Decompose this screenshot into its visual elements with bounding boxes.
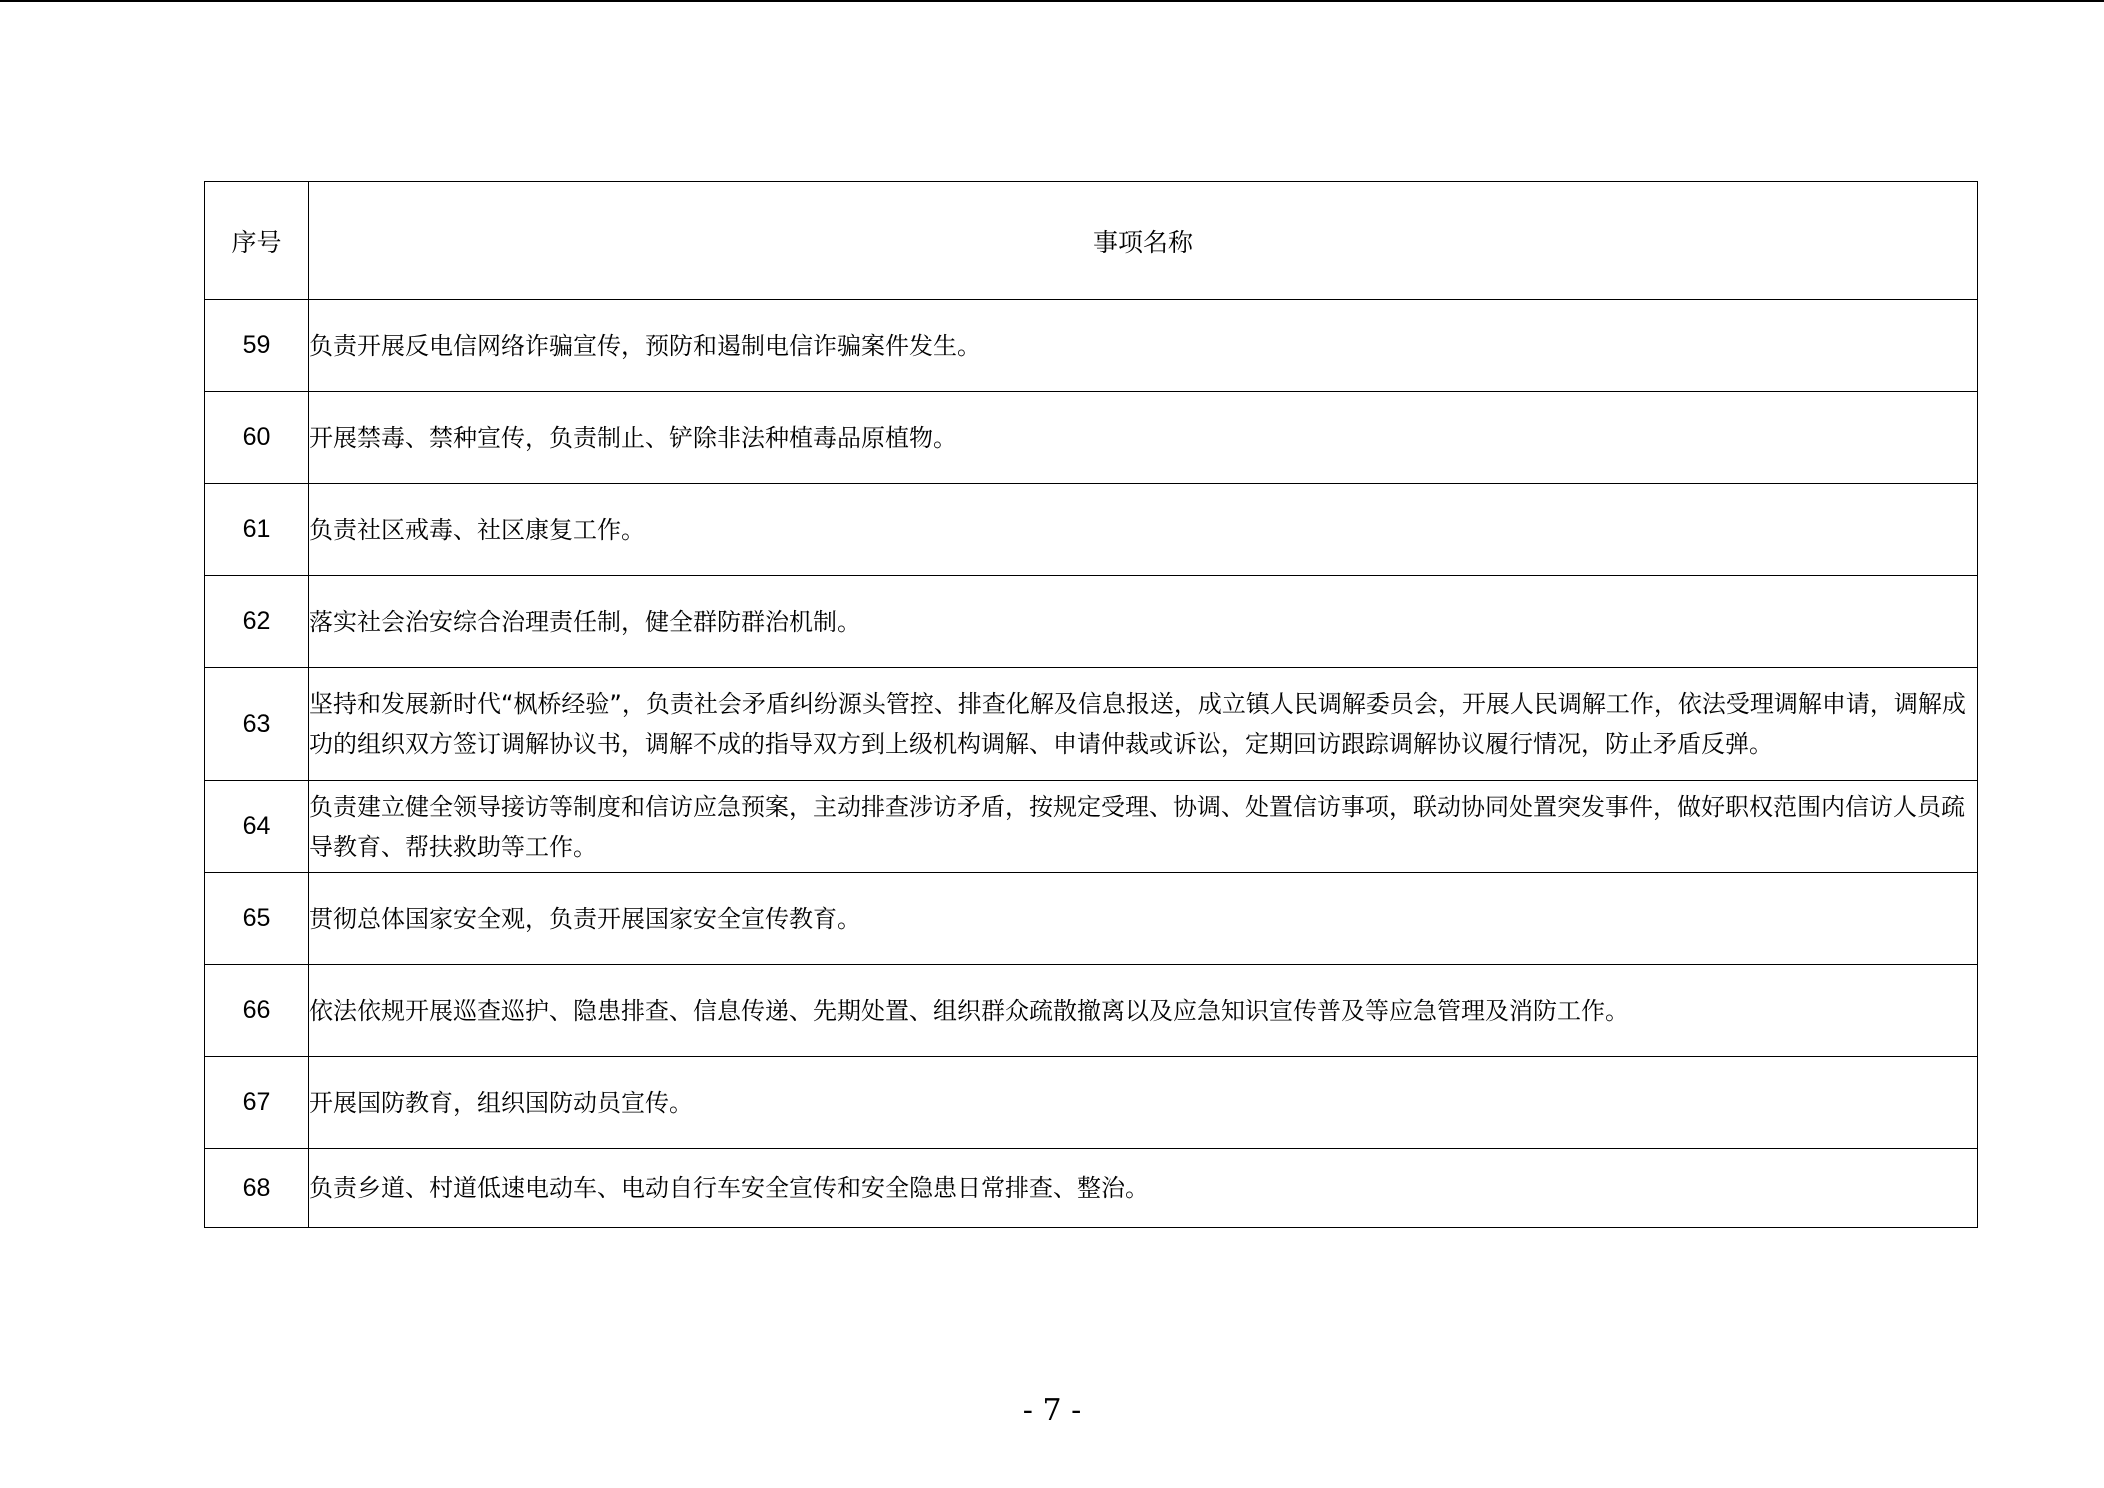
row-name: 落实社会治安综合治理责任制，健全群防群治机制。 (309, 576, 1978, 668)
table-row (205, 668, 1978, 781)
row-name: 负责建立健全领导接访等制度和信访应急预案，主动排查涉访矛盾，按规定受理、协调、处置信访事项，联动协同处置突发事件，做好职权范围内信访人员疏导教育、帮扶救助等工作。 (309, 781, 1978, 873)
row-name: 负责乡道、村道低速电动车、电动自行车安全宣传和安全隐患日常排查、整治。 (309, 1149, 1978, 1228)
table-row (205, 300, 1978, 392)
table-row (205, 1149, 1978, 1228)
row-seq: 60 (205, 392, 309, 484)
row-name: 负责开展反电信网络诈骗宣传，预防和遏制电信诈骗案件发生。 (309, 300, 1978, 392)
row-name: 依法依规开展巡查巡护、隐患排查、信息传递、先期处置、组织群众疏散撤离以及应急知识宣传普及等应急管理及消防工作。 (309, 965, 1978, 1057)
row-seq: 62 (205, 576, 309, 668)
items-table (204, 181, 1978, 1228)
row-seq: 66 (205, 965, 309, 1057)
table-row (205, 965, 1978, 1057)
table-row (205, 576, 1978, 668)
row-name: 开展禁毒、禁种宣传，负责制止、铲除非法种植毒品原植物。 (309, 392, 1978, 484)
row-seq: 67 (205, 1057, 309, 1149)
table-header-row (205, 182, 1978, 300)
table-row (205, 484, 1978, 576)
page-number: - 7 - (1022, 1393, 1082, 1428)
row-name: 坚持和发展新时代“枫桥经验”，负责社会矛盾纠纷源头管控、排查化解及信息报送，成立镇人民调解委员会，开展人民调解工作，依法受理调解申请，调解成功的组织双方签订调解协议书，调解不成的指导双方到上级机构调解、申请仲裁或诉讼，定期回访跟踪调解协议履行情况，防止矛盾反弹。 (309, 668, 1978, 781)
row-name: 开展国防教育，组织国防动员宣传。 (309, 1057, 1978, 1149)
row-seq: 61 (205, 484, 309, 576)
row-name: 负责社区戒毒、社区康复工作。 (309, 484, 1978, 576)
table-row (205, 1057, 1978, 1149)
row-seq: 65 (205, 873, 309, 965)
row-seq: 59 (205, 300, 309, 392)
header-seq: 序号 (205, 182, 309, 300)
row-name: 贯彻总体国家安全观，负责开展国家安全宣传教育。 (309, 873, 1978, 965)
table-row (205, 873, 1978, 965)
table-row (205, 392, 1978, 484)
header-name: 事项名称 (309, 182, 1978, 300)
table-row (205, 781, 1978, 873)
row-seq: 68 (205, 1149, 309, 1228)
row-seq: 64 (205, 781, 309, 873)
row-seq: 63 (205, 668, 309, 781)
page-top-rule (0, 0, 2104, 2)
